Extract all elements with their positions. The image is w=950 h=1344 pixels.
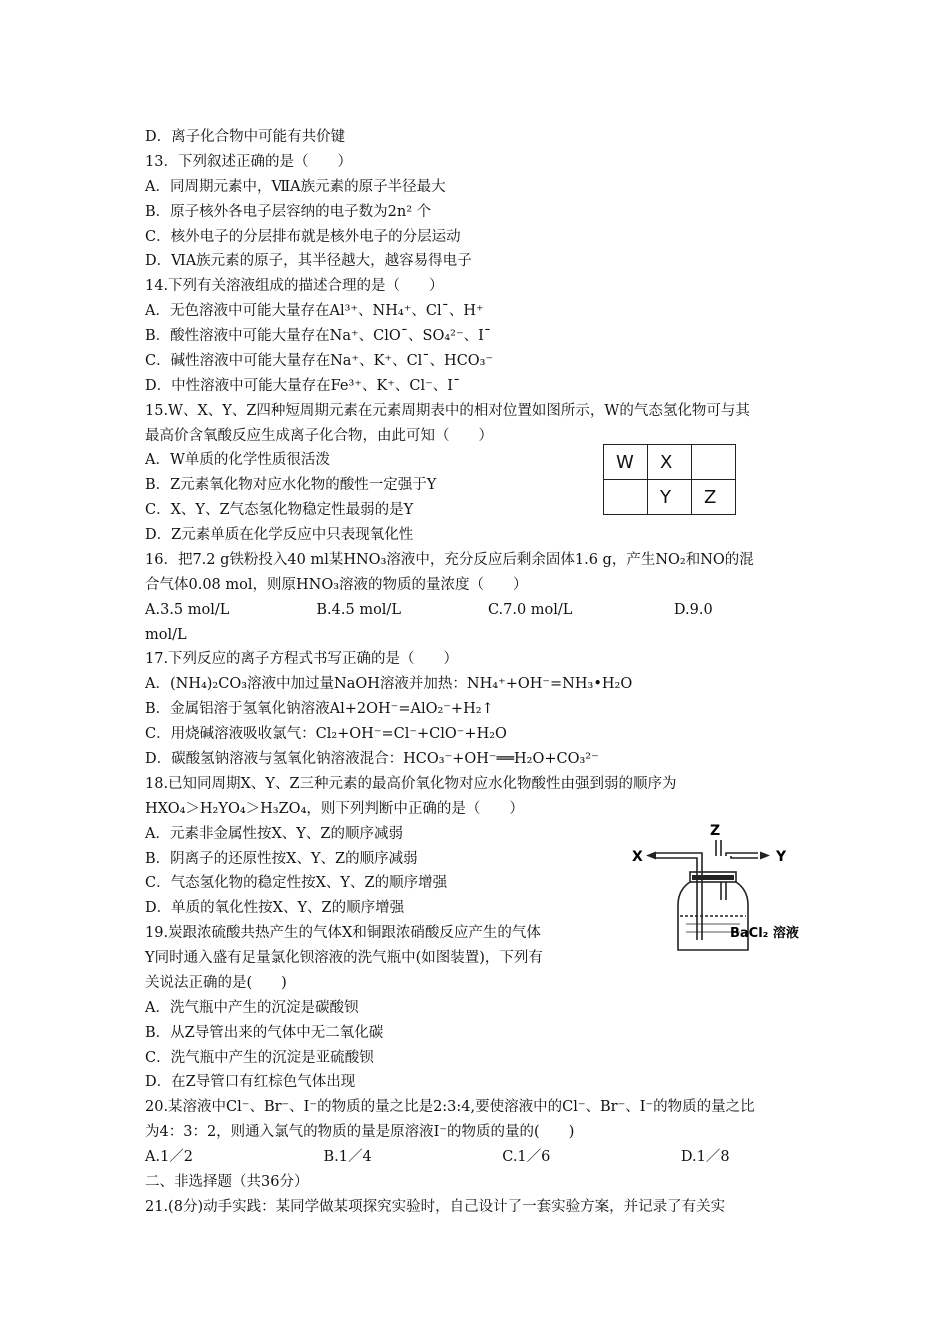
text-line: A．同周期元素中，ⅦA族元素的原子半径最大 (145, 178, 446, 195)
cell-y: Y (648, 480, 692, 515)
text-line: 16．把7.2 g铁粉投入40 ml某HNO₃溶液中，充分反应后剩余固体1.6 g，产生NO₂和NO的混 (145, 551, 754, 568)
text-line: Y同时通入盛有足量氯化钡溶液的洗气瓶中(如图装置)，下列有 (145, 950, 543, 967)
text-line: A．W单质的化学性质很活泼 (145, 452, 330, 469)
text-line: B．酸性溶液中可能大量存在Na⁺、ClO¯、SO₄²⁻、I¯ (145, 328, 492, 345)
text-line: B．金属铝溶于氢氧化钠溶液Al+2OH⁻=AlO₂⁻+H₂↑ (145, 701, 494, 718)
label-x: X (632, 849, 643, 865)
text-line: D．碳酸氢钠溶液与氢氧化钠溶液混合：HCO₃⁻+OH⁻══H₂O+CO₃²⁻ (145, 751, 599, 767)
text-line: HXO₄＞H₂YO₄＞H₃ZO₄，则下列判断中正确的是（ ） (145, 800, 524, 817)
text-line: A．洗气瓶中产生的沉淀是碳酸钡 (145, 999, 359, 1016)
text-line: 17.下列反应的离子方程式书写正确的是（ ） (145, 651, 459, 668)
text-line: D．中性溶液中可能大量存在Fe³⁺、K⁺、Cl⁻、I¯ (145, 377, 461, 394)
text-line: 合气体0.08 mol，则原HNO₃溶液的物质的量浓度（ ） (145, 576, 528, 593)
text-line: 二、非选择题（共36分） (145, 1173, 309, 1190)
x-arrow-icon (646, 852, 656, 860)
label-z: Z (710, 823, 721, 839)
text-line: A．无色溶液中可能大量存在Al³⁺、NH₄⁺、Cl¯、H⁺ (145, 303, 484, 320)
text-line: D．在Z导管口有红棕色气体出现 (145, 1074, 356, 1091)
text-line: D．ⅥA族元素的原子，其半径越大，越容易得电子 (145, 253, 472, 270)
text-line: B．阴离子的还原性按X、Y、Z的顺序减弱 (145, 850, 418, 867)
text-line: 最高价含氧酸反应生成离子化合物，由此可知（ ） (145, 427, 493, 444)
text-line: D．单质的氧化性按X、Y、Z的顺序增强 (145, 900, 405, 917)
text-line: A.3.5 mol/L B.4.5 mol/L C.7.0 mol/L D.9.0 (145, 601, 713, 618)
text-line: mol/L (145, 626, 187, 643)
y-arrow-icon (760, 852, 770, 860)
label-solution: BaCl₂ 溶液 (730, 926, 799, 941)
periodic-position-table (603, 444, 736, 515)
text-line: A．(NH₄)₂CO₃溶液中加过量NaOH溶液并加热：NH₄⁺+OH⁻=NH₃•H₂O (145, 676, 633, 693)
cell-z: Z (692, 480, 736, 515)
text-line: A.1／2 B.1／4 C.1／6 D.1／8 (145, 1149, 730, 1166)
text-line: 18.已知同周期X、Y、Z三种元素的最高价氧化物对应水化物酸性由强到弱的顺序为 (145, 775, 677, 792)
cell-empty-1 (692, 445, 736, 480)
gas-washing-bottle-diagram (630, 820, 810, 955)
text-line: 为4：3：2，则通入氯气的物质的量是原溶液I⁻的物质的量的( ) (145, 1124, 575, 1141)
text-line: A．元素非金属性按X、Y、Z的顺序减弱 (145, 825, 403, 842)
text-line: D．离子化合物中可能有共价键 (145, 129, 346, 145)
text-line: C．洗气瓶中产生的沉淀是亚硫酸钡 (145, 1049, 374, 1066)
text-line: 13．下列叙述正确的是（ ） (145, 153, 352, 170)
text-line: B．Z元素氧化物对应水化物的酸性一定强于Y (145, 477, 437, 494)
text-line: 19.炭跟浓硫酸共热产生的气体X和铜跟浓硝酸反应产生的气体 (145, 925, 541, 942)
text-line: 21.(8分)动手实践：某同学做某项探究实验时，自己设计了一套实验方案，并记录了有关实 (145, 1198, 726, 1215)
text-line: B．原子核外各电子层容纳的电子数为2n² 个 (145, 203, 432, 220)
text-line: 20.某溶液中Cl⁻、Br⁻、I⁻的物质的量之比是2:3:4,要使溶液中的Cl⁻、Br⁻、I⁻的物质的量之比 (145, 1099, 755, 1116)
text-line: 关说法正确的是( ) (145, 974, 287, 991)
cell-w: W (604, 445, 648, 480)
text-line: D．Z元素单质在化学反应中只表现氧化性 (145, 527, 414, 544)
text-line: 15.W、X、Y、Z四种短周期元素在元素周期表中的相对位置如图所示，W的气态氢化物可与其 (145, 402, 750, 419)
text-line: C．气态氢化物的稳定性按X、Y、Z的顺序增强 (145, 875, 448, 892)
text-line: C．碱性溶液中可能大量存在Na⁺、K⁺、Cl¯、HCO₃⁻ (145, 352, 494, 369)
text-line: 14.下列有关溶液组成的描述合理的是（ ） (145, 278, 444, 295)
text-line: C．核外电子的分层排布就是核外电子的分层运动 (145, 228, 461, 245)
cell-empty-2 (604, 480, 648, 515)
text-line: C．用烧碱溶液吸收氯气：Cl₂+OH⁻=Cl⁻+ClO⁻+H₂O (145, 726, 507, 743)
text-line: C．X、Y、Z气态氢化物稳定性最弱的是Y (145, 502, 414, 519)
label-y: Y (776, 849, 787, 865)
text-line: B．从Z导管出来的气体中无二氧化碳 (145, 1024, 384, 1041)
cell-x: X (648, 445, 692, 480)
